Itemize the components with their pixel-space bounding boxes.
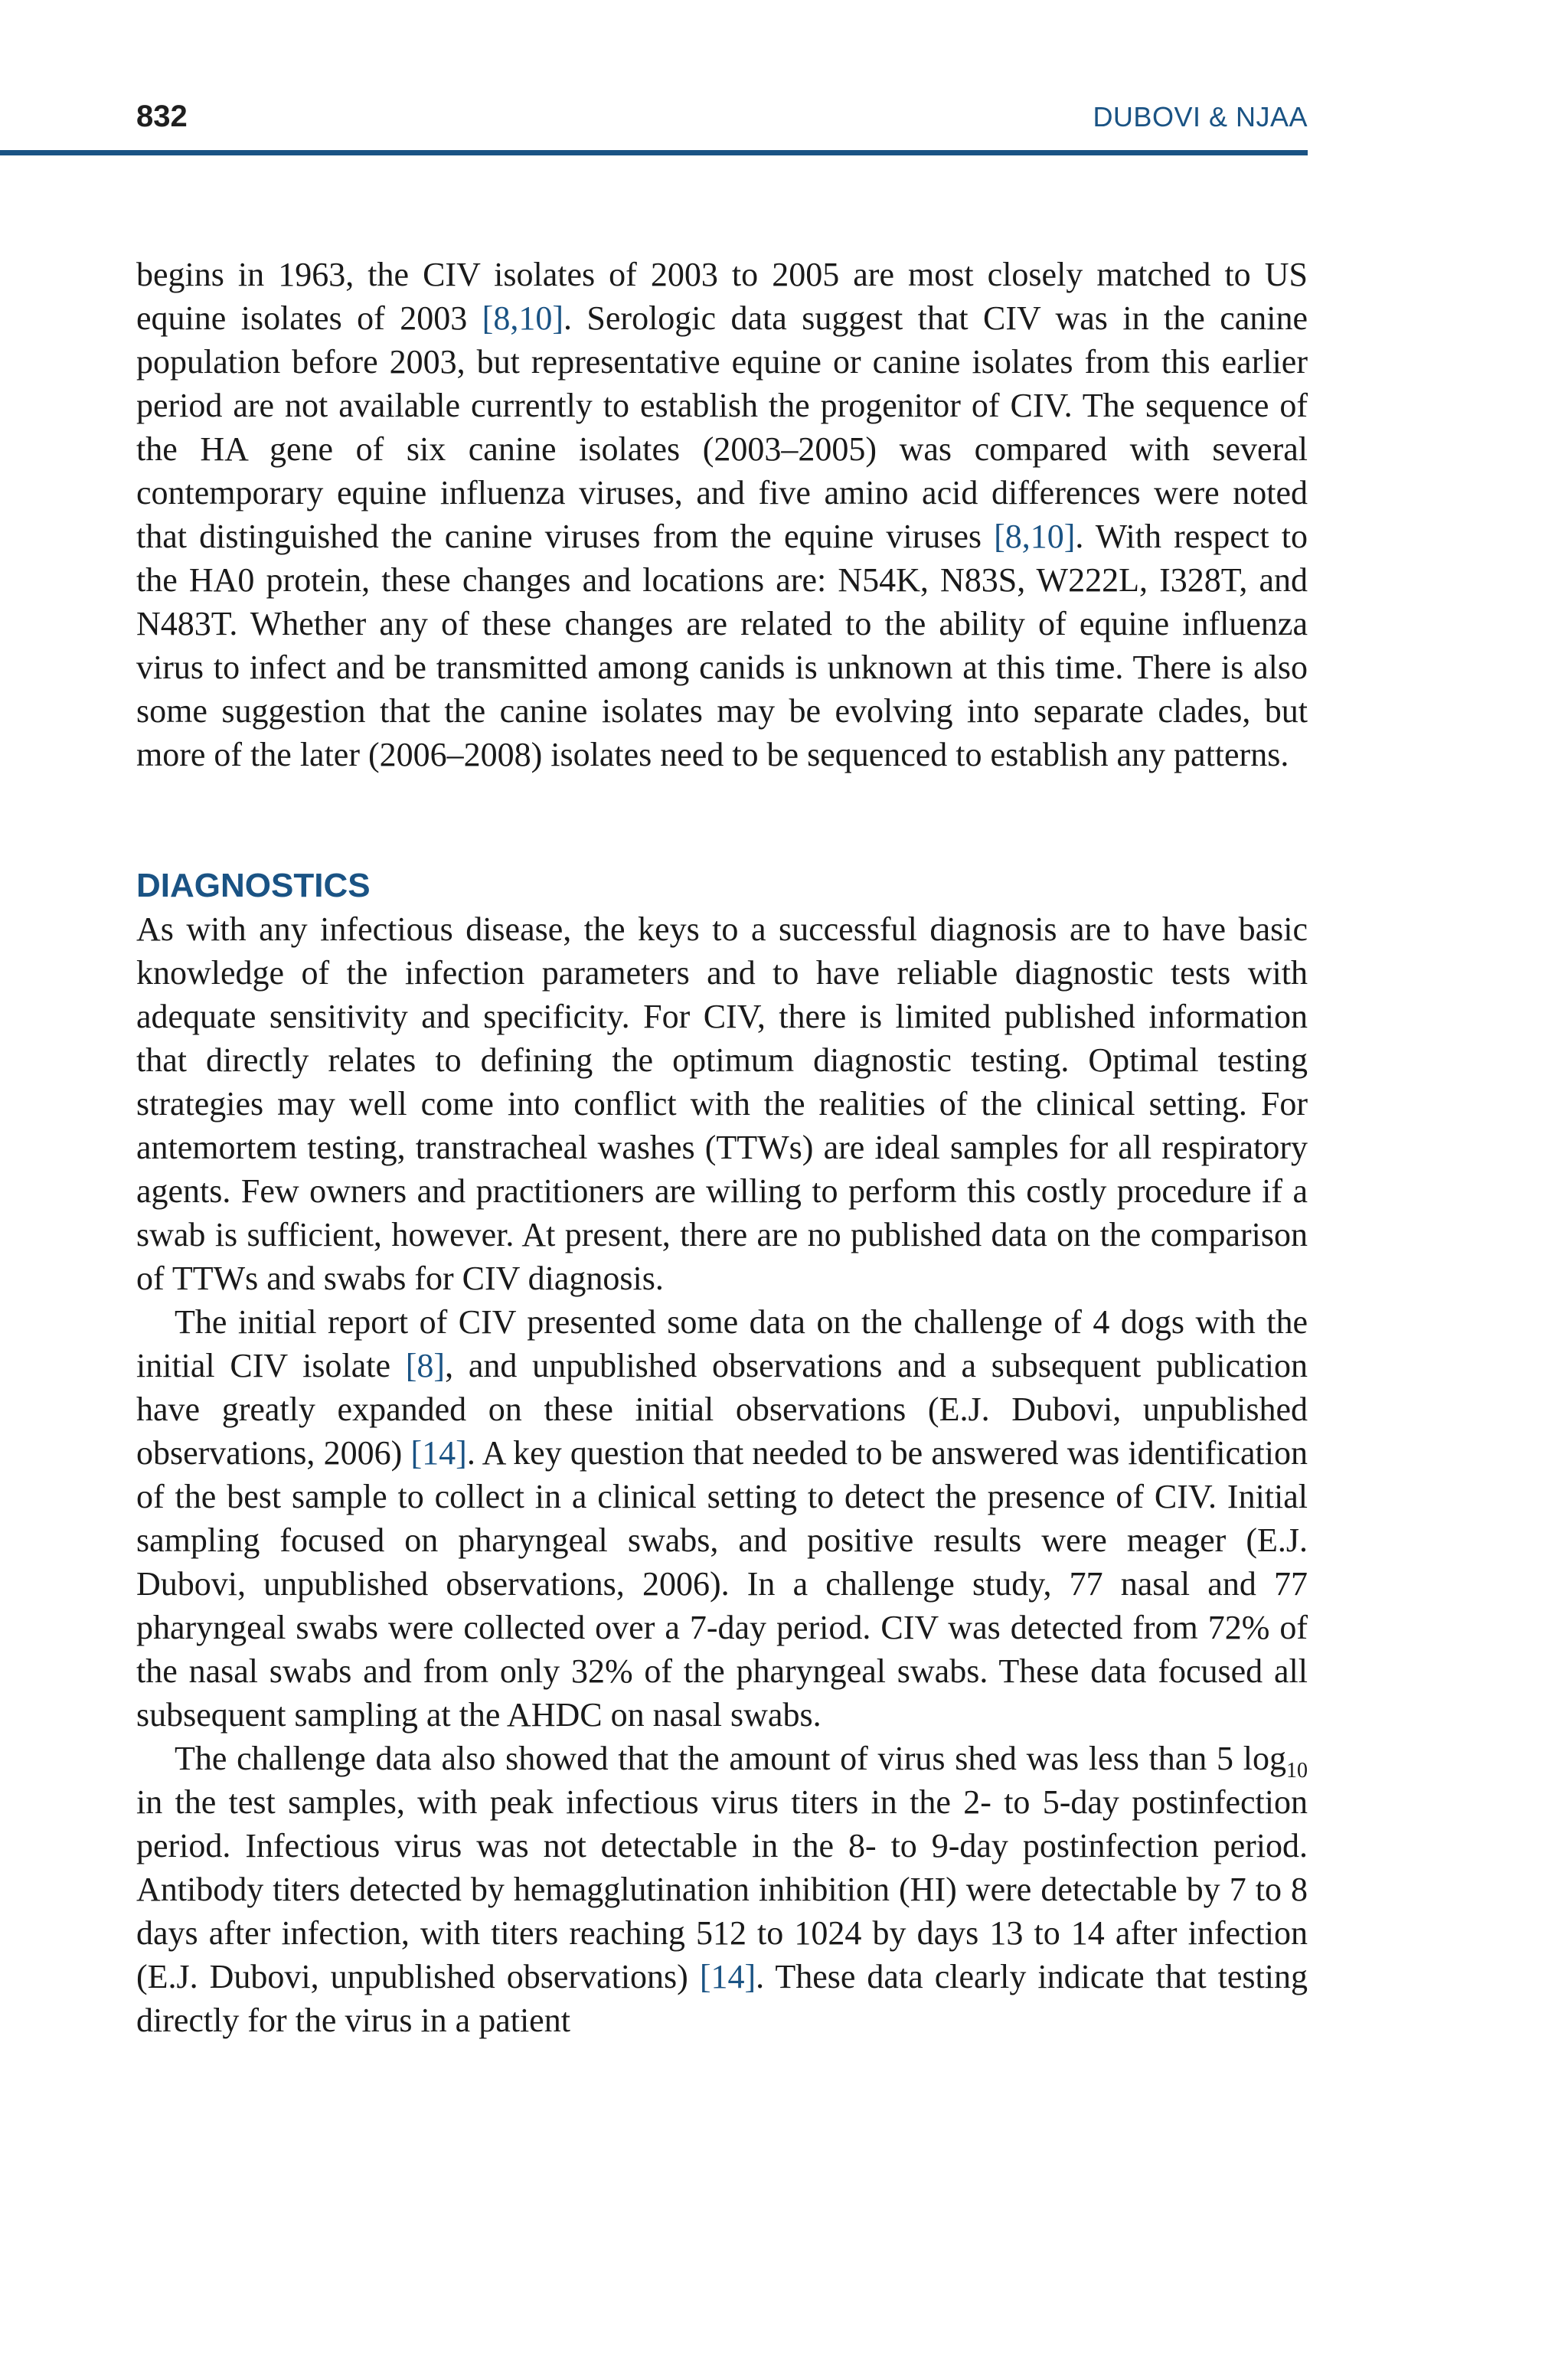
running-head: DUBOVI & NJAA [1093,101,1308,132]
citation-link[interactable]: [14] [699,1958,756,1995]
citation-link[interactable]: [8,10] [994,518,1076,555]
paragraph-1: begins in 1963, the CIV isolates of 2003 to 2005 are most closely matched to US equine isolates of 2003 [8,10]. Serologic data suggest that CIV was in the canine population before 2003, but representative equine or canine isolates from this earlier period are not available currently to establish the progenitor of CIV. The sequence of the HA gene of six canine isolates (2003–2005) was compared with several contemporary equine influenza viruses, and five amino acid differences were noted that distinguished the canine viruses from the equine viruses [8,10]. With respect to the HA0 protein, these changes and locations are: N54K, N83S, W222L, I328T, and N483T. Whether any of these changes are related to the ability of equine influenza virus to infect and be transmitted among canids is unknown at this time. There is also some suggestion that the canine isolates may be evolving into separate clades, but more of the later (2006–2008) isolates need to be sequenced to establish any patterns. [136,256,1308,773]
header-rule [0,150,1308,155]
section-heading-diagnostics: DIAGNOSTICS [136,867,371,904]
citation-link[interactable]: [8] [405,1347,446,1384]
article-body [136,253,1308,2042]
citation-link[interactable]: [14] [410,1434,467,1472]
citation-link[interactable]: [8,10] [482,299,564,337]
page-header [136,95,1308,149]
page-number: 832 [136,100,188,133]
paragraph-4: The challenge data also showed that the amount of virus shed was less than 5 $\log_{10}$ in the test samples, with peak infectious virus titers in the 2- to 5-day postinfection period. Infectious virus was not detectable in the 8- to 9-day postinfection period. Antibody titers detected by hemagglutination inhibition (HI) were detectable by 7 to 8 days after infection, with titers reaching 512 to 1024 by days 13 to 14 after infection (E.J. Dubovi, unpublished observations) [14]. These data clearly indicate that testing directly for the virus in a patient [136,1740,1308,2039]
subscript: 10 [1286,1758,1308,1783]
paragraph-2: As with any infectious disease, the keys to a successful diagnosis are to have basic knowledge of the infection parameters and to have reliable diagnostic tests with adequate sensitivity and specificity. For CIV, there is limited published information that directly relates to defining the optimum diagnostic testing. Optimal testing strategies may well come into conflict with the realities of the clinical setting. For antemortem testing, transtracheal washes (TTWs) are ideal samples for all respiratory agents. Few owners and practitioners are willing to perform this costly procedure if a swab is sufficient, however. At present, there are no published data on the comparison of TTWs and swabs for CIV diagnosis. [136,910,1308,1297]
paragraph-3: The initial report of CIV presented some data on the challenge of 4 dogs with the initial CIV isolate [8], and unpublished observations and a subsequent publication have greatly expanded on these initial observations (E.J. Dubovi, unpublished observations, 2006) [14]. A key question that needed to be answered was identification of the best sample to collect in a clinical setting to detect the presence of CIV. Initial sampling focused on pharyngeal swabs, and positive results were meager (E.J. Dubovi, unpublished observations, 2006). In a challenge study, 77 nasal and 77 pharyngeal swabs were collected over a 7-day period. CIV was detected from 72% of the nasal swabs and from only 32% of the pharyngeal swabs. These data focused all subsequent sampling at the AHDC on nasal swabs. [136,1303,1308,1734]
